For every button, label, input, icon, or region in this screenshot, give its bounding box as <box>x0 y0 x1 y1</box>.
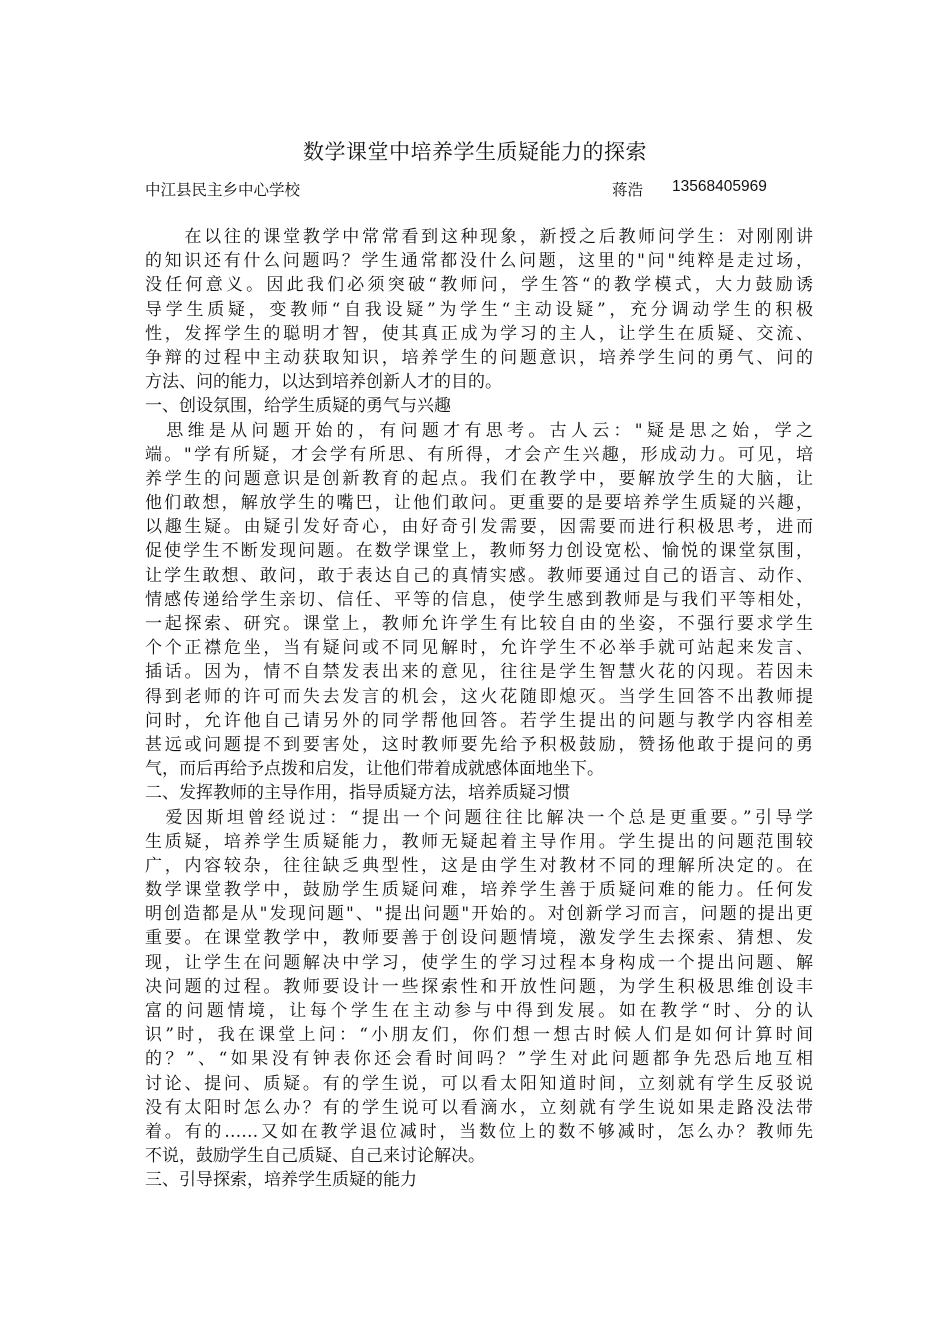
intro-paragraph-line: 争辩的过程中主动获取知识，培养学生的问题意识，培养学生问的勇气、问的 <box>145 347 813 368</box>
section-paragraph-line: 不说，鼓励学生自己质疑、自己来讨论解决。 <box>145 1146 485 1167</box>
section-paragraph-line: 的？”、“如果没有钟表你还会看时间吗？”学生对此问题都争先恐后地互相 <box>145 1049 813 1070</box>
intro-paragraph-line: 导学生质疑，变教师“自我设疑”为学生“主动设疑”，充分调动学生的积极 <box>145 299 813 320</box>
section-paragraph-line: 重要。在课堂教学中，教师要善于创设问题情境，激发学生去探索、猜想、发 <box>145 928 813 949</box>
section-heading: 二、发挥教师的主导作用，指导质疑方法，培养质疑习惯 <box>145 783 570 804</box>
section-paragraph-line: 得到老师的许可而失去发言的机会，这火花随即熄灭。当学生回答不出教师提 <box>145 686 813 707</box>
intro-paragraph-line: 性，发挥学生的聪明才智，使其真正成为学习的主人，让学生在质疑、交流、 <box>145 323 813 344</box>
intro-paragraph-line: 方法、问的能力，以达到培养创新人才的目的。 <box>145 372 502 393</box>
section-paragraph-line: 问时，允许他自己请另外的同学帮他回答。若学生提出的问题与教学内容相差 <box>145 710 813 731</box>
intro-paragraph-line: 在以往的课堂教学中常常看到这种现象，新授之后教师问学生：对刚刚讲 <box>145 227 813 247</box>
intro-paragraph-line: 没任何意义。因此我们必须突破“教师问，学生答“的教学模式，大力鼓励诱 <box>145 275 813 296</box>
section-paragraph-line: 插话。因为，情不自禁发表出来的意见，往往是学生智慧火花的闪现。若因未 <box>145 662 813 683</box>
section-paragraph-line: 广，内容较杂，往往缺乏典型性，这是由学生对教材不同的理解所决定的。在 <box>145 855 813 876</box>
section-paragraph-line: 思维是从问题开始的，有问题才有思考。古人云："疑是思之始，学之 <box>145 420 813 441</box>
section-paragraph-line: 识”时，我在课堂上问：“小朋友们，你们想一想古时候人们是如何计算时间 <box>145 1025 813 1046</box>
section-paragraph-line: 生质疑，培养学生质疑能力，教师无疑起着主导作用。学生提出的问题范围较 <box>145 831 813 852</box>
section-paragraph-line: 没有太阳时怎么办？有的学生说可以看滴水，立刻就有学生说如果走路没法带 <box>145 1097 813 1118</box>
section-paragraph-line: 数学课堂教学中，鼓励学生质疑问难，培养学生善于质疑问难的能力。任何发 <box>145 880 813 901</box>
intro-paragraph-line: 的知识还有什么问题吗？学生通常都没什么问题，这里的"问"纯粹是走过场， <box>145 251 813 272</box>
section-paragraph-line: 以趣生疑。由疑引发好奇心，由好奇引发需要，因需要而进行积极思考，进而 <box>145 517 813 538</box>
section-paragraph-line: 让学生敢想、敢问，敢于表达自己的真情实感。教师要通过自己的语言、动作、 <box>145 565 813 586</box>
section-paragraph-line: 现，让学生在问题解决中学习，使学生的学习过程本身构成一个提出问题、解 <box>145 952 813 973</box>
section-paragraph-line: 端。"学有所疑，才会学有所思、有所得，才会产生兴趣，形成动力。可见，培 <box>145 444 813 465</box>
section-paragraph-line: 养学生的问题意识是创新教育的起点。我们在教学中，要解放学生的大脑，让 <box>145 468 813 489</box>
phone-number: 13568405969 <box>672 178 767 195</box>
section-paragraph-line: 他们敢想，解放学生的嘴巴，让他们敢问。更重要的是要培养学生质疑的兴趣， <box>145 493 813 514</box>
section-heading: 三、引导探索，培养学生质疑的能力 <box>145 1170 417 1191</box>
section-paragraph-line: 气，而后再给予点拨和启发，让他们带着成就感体面地坐下。 <box>145 759 604 780</box>
author-info <box>145 178 805 198</box>
section-paragraph-line: 决问题的过程。教师要设计一些探索性和开放性问题，为学生积极思维创设丰 <box>145 976 813 997</box>
section-paragraph-line: 一起探索、研究。课堂上，教师允许学生有比较自由的坐姿，不强行要求学生 <box>145 614 813 634</box>
school-name: 中江县民主乡中心学校 <box>145 181 301 199</box>
page-title: 数学课堂中培养学生质疑能力的探索 <box>303 140 647 164</box>
section-paragraph-line: 富的问题情境，让每个学生在主动参与中得到发展。如在教学“时、分的认 <box>145 1001 813 1021</box>
section-paragraph-line: 爱因斯坦曾经说过：“提出一个问题往往比解决一个总是更重要。”引导学 <box>145 807 813 828</box>
section-paragraph-line: 促使学生不断发现问题。在数学课堂上，教师努力创设宽松、愉悦的课堂氛围， <box>145 541 813 562</box>
section-heading: 一、创设氛围，给学生质疑的勇气与兴趣 <box>145 396 451 417</box>
section-paragraph-line: 情感传递给学生亲切、信任、平等的信息，使学生感到教师是与我们平等相处， <box>145 589 813 610</box>
section-paragraph-line: 明创造都是从"发现问题"、"提出问题"开始的。对创新学习而言，问题的提出更 <box>145 904 813 925</box>
section-paragraph-line: 个个正襟危坐，当有疑问或不同见解时，允许学生不必举手就可站起来发言、 <box>145 638 813 659</box>
section-paragraph-line: 着。有的……又如在教学退位减时，当数位上的数不够减时，怎么办？教师先 <box>145 1121 813 1142</box>
section-paragraph-line: 甚远或问题提不到要害处，这时教师要先给予积极鼓励，赞扬他敢于提问的勇 <box>145 734 813 755</box>
author-name: 蒋浩 <box>612 181 644 199</box>
section-paragraph-line: 讨论、提问、质疑。有的学生说，可以看太阳知道时间，立刻就有学生反驳说 <box>145 1073 813 1094</box>
document-body <box>145 225 813 1193</box>
